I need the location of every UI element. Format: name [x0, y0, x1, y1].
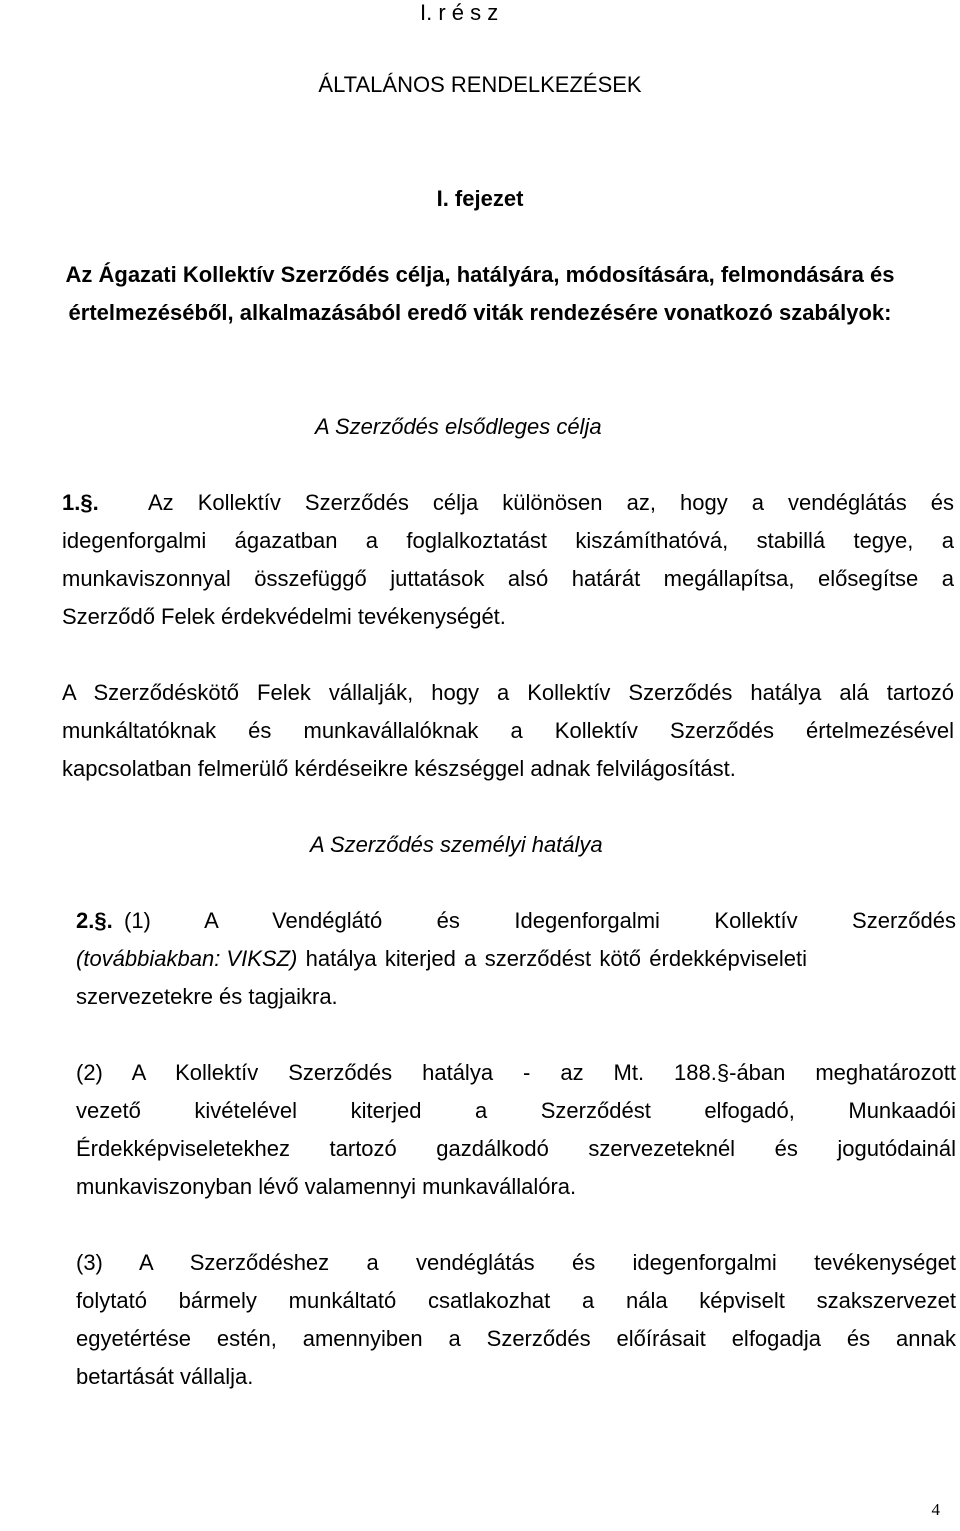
paragraph-line: (1) A Vendéglátó és Idegenforgalmi Kollektív Szerződés	[124, 908, 956, 933]
paragraph-line: munkaviszonyban lévő valamennyi munkavállalóra.	[76, 1174, 577, 1199]
paragraph-line: egyetértése estén, amennyiben a Szerződés előírásait elfogadja és annak	[76, 1326, 956, 1351]
paragraph-line: (2) A Kollektív Szerződés hatálya - az Mt. 188.§-ában meghatározott	[76, 1060, 956, 1085]
paragraph-line: betartását vállalja.	[76, 1364, 254, 1389]
general-heading: ÁLTALÁNOS RENDELKEZÉSEK	[318, 72, 642, 97]
paragraph-line: munkáltatóknak és munkavállalóknak a Kollektív Szerződés értelmezésével	[62, 718, 954, 743]
chapter-subtitle-line: értelmezéséből, alkalmazásából eredő viták rendezésére vonatkozó szabályok:	[68, 300, 892, 325]
paragraph-text: hatálya kiterjed a szerződést kötő érdekképviseleti	[297, 946, 808, 971]
section-heading: A Szerződés személyi hatálya	[310, 832, 603, 857]
paragraph-line	[76, 946, 807, 972]
part-title: I. r é s z	[420, 0, 499, 25]
section-number: 1.§.	[62, 490, 99, 515]
abbreviation-note: (továbbiakban: VIKSZ)	[76, 946, 298, 971]
paragraph-line: Érdekképviseletekhez tartozó gazdálkodó szervezeteknél és jogutódainál	[76, 1136, 956, 1161]
paragraph-line: folytató bármely munkáltató csatlakozhat a nála képviselt szakszervezet	[76, 1288, 956, 1313]
chapter-title: I. fejezet	[436, 186, 524, 211]
section-number: 2.§.	[76, 908, 113, 933]
paragraph-line: idegenforgalmi ágazatban a foglalkoztatást kiszámíthatóvá, stabillá tegye, a	[62, 528, 954, 553]
paragraph-line: szervezetekre és tagjaikra.	[76, 984, 338, 1009]
chapter-subtitle-line: Az Ágazati Kollektív Szerződés célja, hatályára, módosítására, felmondására és	[65, 262, 895, 287]
page-number: 4	[931, 1500, 940, 1519]
paragraph-line: kapcsolatban felmerülő kérdéseikre készséggel adnak felvilágosítást.	[62, 756, 736, 781]
paragraph-line: munkaviszonnyal összefüggő juttatások alsó határát megállapítsa, elősegítse a	[62, 566, 954, 591]
paragraph-line: (3) A Szerződéshez a vendéglátás és idegenforgalmi tevékenységet	[76, 1250, 956, 1275]
paragraph-line: vezető kivételével kiterjed a Szerződést elfogadó, Munkaadói	[76, 1098, 956, 1123]
paragraph-line: A Szerződéskötő Felek vállalják, hogy a Kollektív Szerződés hatálya alá tartozó	[62, 680, 954, 705]
paragraph-line: Az Kollektív Szerződés célja különösen az, hogy a vendéglátás és	[148, 490, 954, 515]
section-heading: A Szerződés elsődleges célja	[315, 414, 602, 439]
paragraph-line: Szerződő Felek érdekvédelmi tevékenységét.	[62, 604, 506, 629]
